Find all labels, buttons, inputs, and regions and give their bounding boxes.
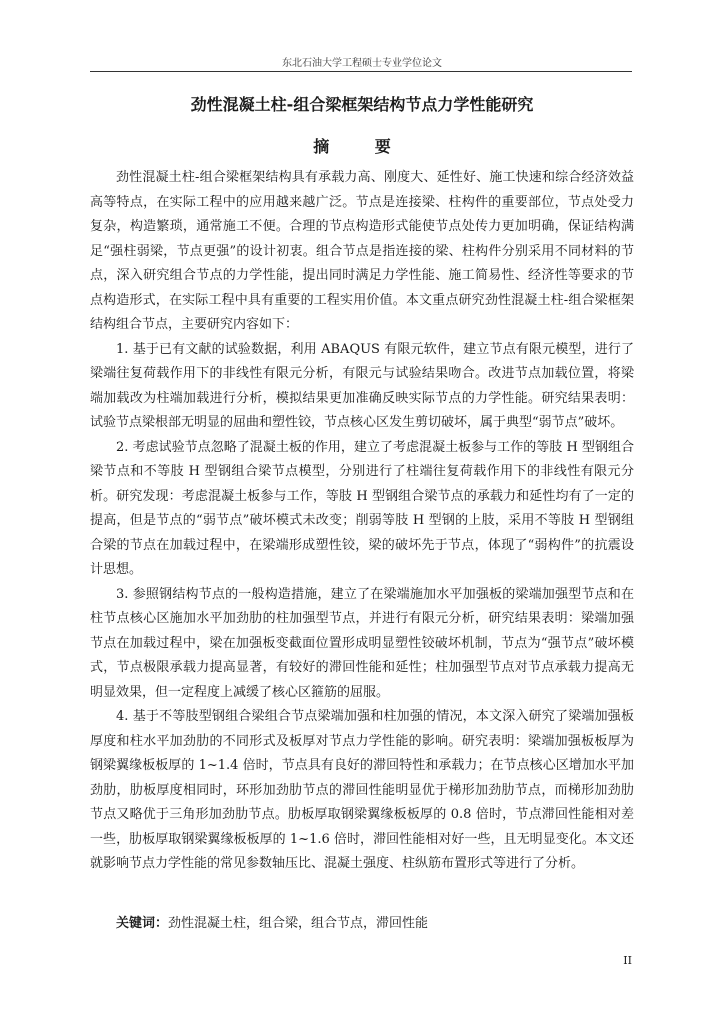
abstract-body bbox=[90, 166, 634, 877]
abstract-paragraph-4: 4. 基于不等肢型钢组合梁组合节点梁端加强和柱加强的情况，本文深入研究了梁端加强板厚度和柱水平加劲肋的不同形式及板厚对节点力学性能的影响。研究表明：梁端加强板板厚为钢梁翼缘板板厚的 1~1.4 倍时，节点具有良好的滞回特性和承载力；在节点核心区增加水平加劲肋，肋板厚度相同时，环形加劲肋节点的滞回性能明显优于梯形加劲肋节点，而梯形加劲肋节点又略优于三角形加劲肋节点。肋板厚取钢梁翼缘板板厚的 0.8 倍时，节点滞回性能相对差一些，肋板厚取钢梁翼缘板板厚的 1~1.6 倍时，滞回性能相对好一些，且无明显变化。本文还就影响节点力学性能的常见参数轴压比、混凝土强度、柱纵筋布置形式等进行了分析。 bbox=[90, 709, 634, 871]
abstract-paragraph-1: 1. 基于已有文献的试验数据，利用 ABAQUS 有限元软件，建立节点有限元模型，进行了梁端往复荷载作用下的非线性有限元分析，有限元与试验结果吻合。改进节点加载位置，将梁端加载改为柱端加载进行分析，模拟结果更加准确反映实际节点的力学性能。研究结果表明：试验节点梁根部无明显的屈曲和塑性铰，节点核心区发生剪切破坏，属于典型“弱节点”破坏。 bbox=[90, 341, 634, 430]
header-divider bbox=[90, 71, 632, 72]
keywords-text: 劲性混凝土柱，组合梁，组合节点，滞回性能 bbox=[168, 916, 429, 931]
keywords-line bbox=[116, 914, 636, 934]
abstract-heading: 摘 要 bbox=[313, 137, 411, 156]
abstract-paragraph-3: 3. 参照钢结构节点的一般构造措施，建立了在梁端施加水平加强板的梁端加强型节点和在柱节点核心区施加水平加劲肋的柱加强型节点，并进行有限元分析，研究结果表明：梁端加强节点在加载过程中，梁在加强板变截面位置形成明显塑性铰破坏机制，节点为“强节点”破坏模式，节点极限承载力提高显著，有较好的滞回性能和延性；柱加强型节点对节点承载力提高无明显效果，但一定程度上减缓了核心区箍筋的屈服。 bbox=[90, 586, 634, 700]
abstract-paragraph-intro: 劲性混凝土柱-组合梁框架结构具有承载力高、刚度大、延性好、施工快速和综合经济效益高等特点，在实际工程中的应用越来越广泛。节点是连接梁、柱构件的重要部位，节点处受力复杂，构造繁琐，通常施工不便。合理的节点构造形式能使节点处传力更加明确，保证结构满足“强柱弱梁，节点更强”的设计初衷。组合节点是指连接的梁、柱构件分别采用不同材料的节点，深入研究组合节点的力学性能，提出同时满足力学性能、施工简易性、经济性等要求的节点构造形式，在实际工程中具有重要的工程实用价值。本文重点研究劲性混凝土柱-组合梁框架结构组合节点，主要研究内容如下： bbox=[90, 170, 634, 332]
keywords-label: 关键词： bbox=[116, 916, 169, 931]
thesis-title: 劲性混凝土柱-组合梁框架结构节点力学性能研究 bbox=[190, 95, 534, 114]
abstract-paragraph-2: 2. 考虑试验节点忽略了混凝土板的作用，建立了考虑混凝土板参与工作的等肢 H 型钢组合梁节点和不等肢 H 型钢组合梁节点模型，分别进行了柱端往复荷载作用下的非线性有限元分析。研究发现：考虑混凝土板参与工作，等肢 H 型钢组合梁节点的承载力和延性均有了一定的提高，但是节点的“弱节点”破坏模式未改变；削弱等肢 H 型钢的上肢，采用不等肢 H 型钢组合梁的节点在加载过程中，在梁端形成塑性铰，梁的破坏先于节点，体现了“弱构件”的抗震设计思想。 bbox=[90, 439, 634, 577]
page-number: II bbox=[623, 954, 632, 967]
running-header: 东北石油大学工程硕士专业学位论文 bbox=[282, 58, 442, 69]
